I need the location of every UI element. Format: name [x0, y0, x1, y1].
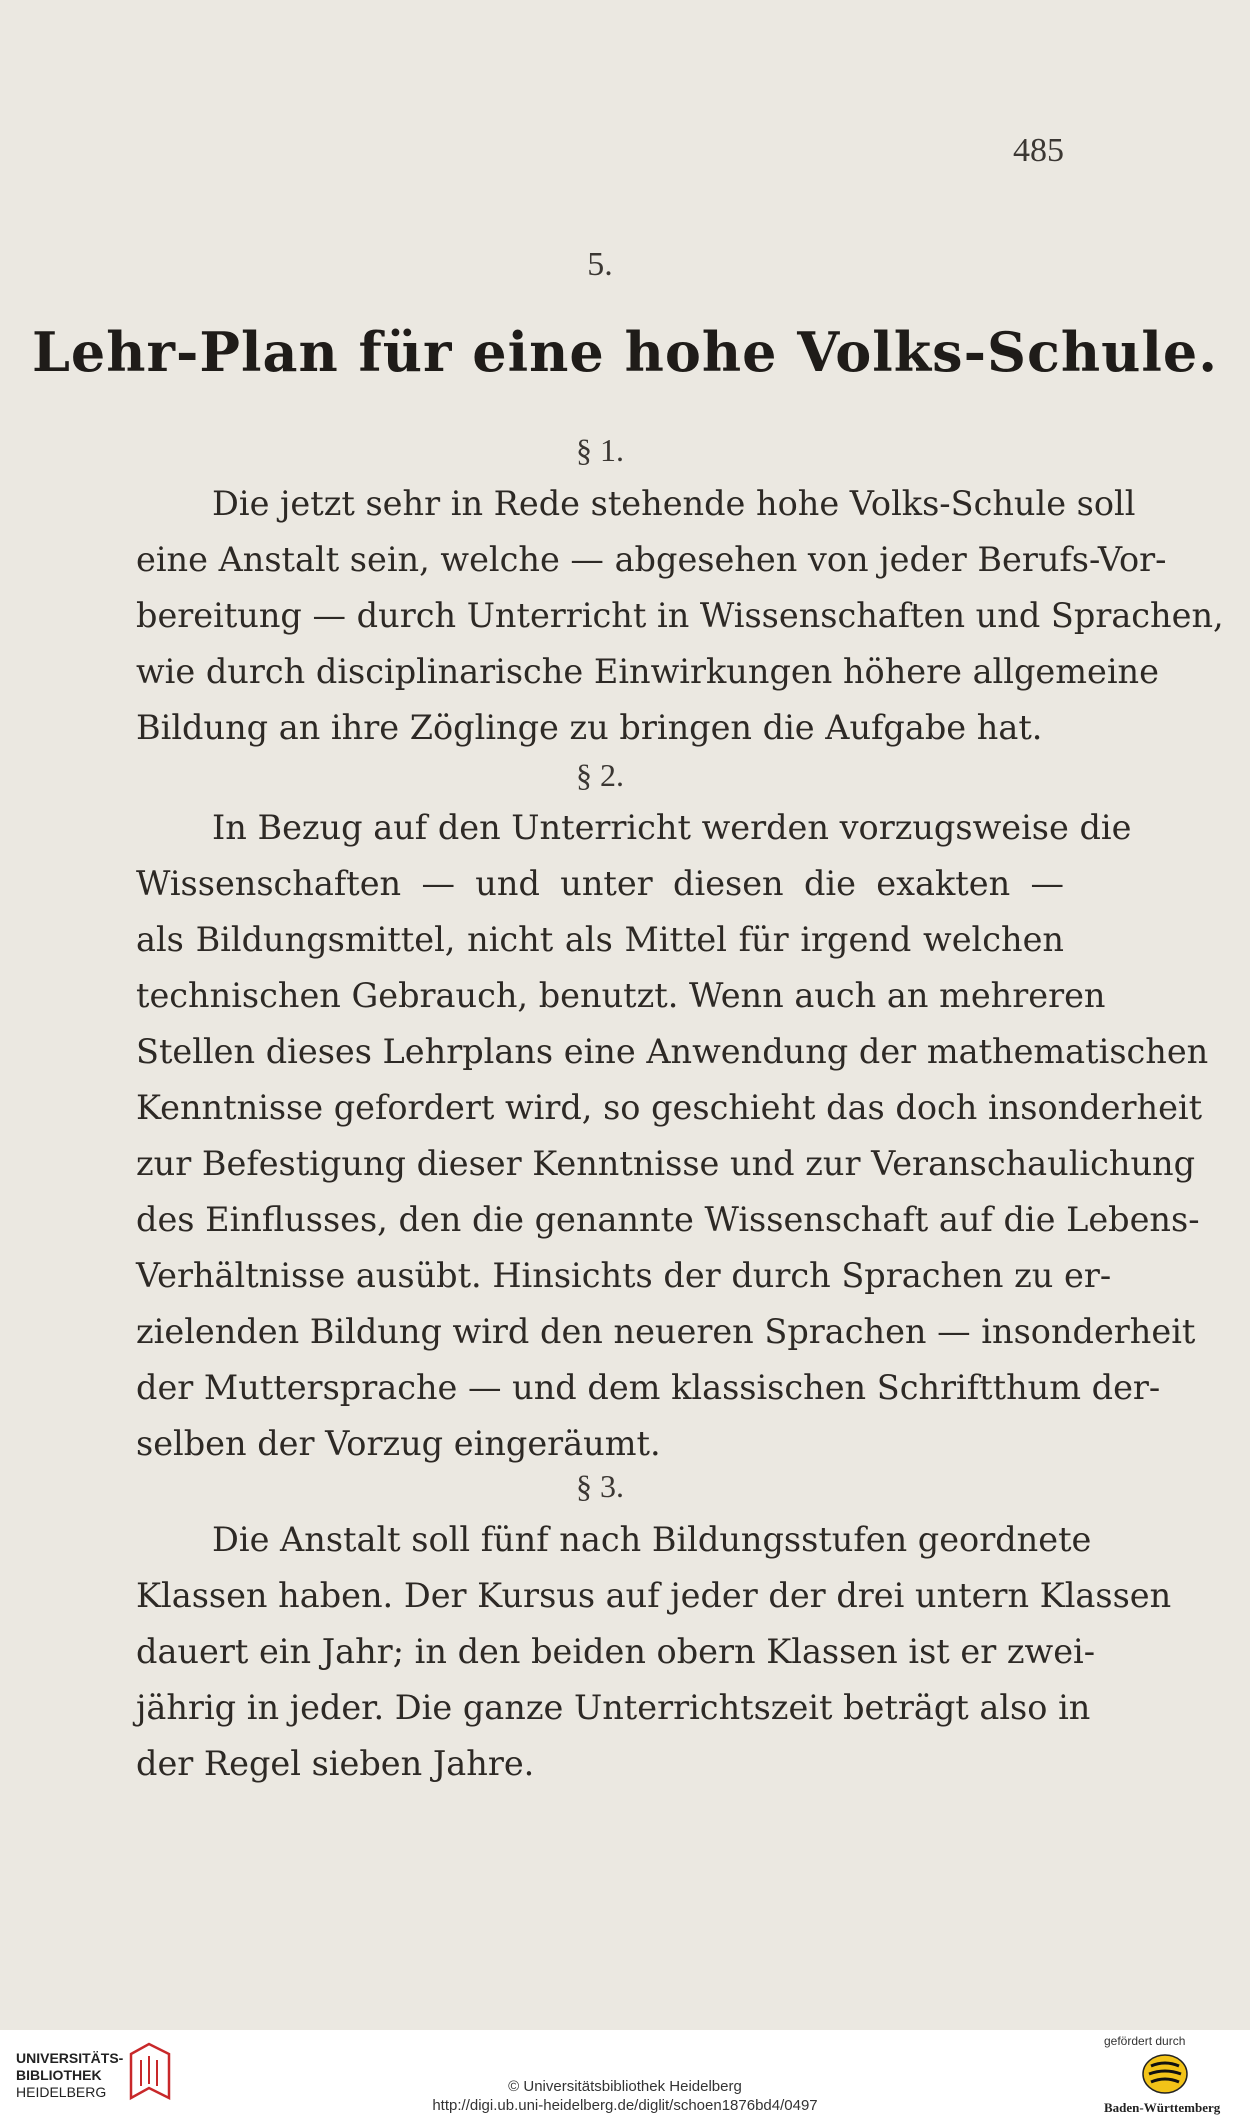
sponsor-label: gefördert durch	[1104, 2034, 1186, 2048]
text-line: eine Anstalt sein, welche — abgesehen von jeder Berufs-Vor-	[136, 540, 1167, 579]
text-line: dauert ein Jahr; in den beiden obern Klassen ist er zwei-	[136, 1632, 1096, 1671]
text-line: jährig in jeder. Die ganze Unterrichtszeit beträgt also in	[136, 1688, 1091, 1727]
text-line: Kenntnisse gefordert wird, so geschieht das doch insonderheit	[136, 1088, 1203, 1127]
text-line: zur Befestigung dieser Kenntnisse und zur Veranschaulichung	[136, 1144, 1196, 1183]
text-line: Bildung an ihre Zöglinge zu bringen die Aufgabe hat.	[136, 708, 1043, 747]
text-line: Die jetzt sehr in Rede stehende hohe Volks-Schule soll	[212, 484, 1136, 523]
text-line: Verhältnisse ausübt. Hinsichts der durch Sprachen zu er-	[136, 1256, 1112, 1295]
page-title: Lehr-Plan für eine hohe Volks-Schule.	[31, 320, 1219, 384]
text-line: selben der Vorzug eingeräumt.	[136, 1424, 661, 1463]
library-name-line2: BIBLIOTHEK	[16, 2067, 102, 2083]
text-line: als Bildungsmittel, nicht als Mittel für irgend welchen	[136, 920, 1064, 959]
paragraph-1	[136, 476, 1224, 756]
text-line: der Muttersprache — und dem klassischen Schriftthum der-	[136, 1368, 1161, 1407]
text-line: bereitung — durch Unterricht in Wissenschaften und Sprachen,	[136, 596, 1224, 635]
paragraph-3	[136, 1512, 1172, 1792]
text-line: technischen Gebrauch, benutzt. Wenn auch an mehreren	[136, 976, 1106, 1015]
state-emblem-icon	[1141, 2052, 1189, 2100]
section-mark-3: § 3.	[576, 1468, 624, 1504]
section-mark-2: § 2.	[576, 757, 624, 793]
text-line: Wissenschaften — und unter diesen die exakten —	[136, 864, 1064, 903]
text-line: Klassen haben. Der Kursus auf jeder der drei untern Klassen	[136, 1576, 1172, 1615]
copyright-text: © Universitätsbibliothek Heidelberg	[508, 2078, 742, 2095]
text-line: In Bezug auf den Unterricht werden vorzugsweise die	[212, 808, 1132, 847]
sponsor-name: Baden-Württemberg	[1104, 2100, 1221, 2115]
text-line: der Regel sieben Jahre.	[136, 1744, 535, 1783]
text-line: zielenden Bildung wird den neueren Sprachen — insonderheit	[136, 1312, 1196, 1351]
text-line: Die Anstalt soll fünf nach Bildungsstufen geordnete	[212, 1520, 1092, 1559]
page-number: 485	[1013, 132, 1064, 169]
chapter-number: 5.	[587, 246, 613, 283]
paragraph-2	[136, 800, 1209, 1472]
section-mark-1: § 1.	[576, 432, 624, 468]
library-name-line3: HEIDELBERG	[16, 2084, 107, 2100]
text-line: des Einflusses, den die genannte Wissenschaft auf die Lebens-	[136, 1200, 1200, 1239]
library-name-line1: UNIVERSITÄTS-	[16, 2050, 124, 2066]
text-line: wie durch disciplinarische Einwirkungen höhere allgemeine	[136, 652, 1159, 691]
source-url-link[interactable]: http://digi.ub.uni-heidelberg.de/diglit/schoen1876bd4/0497	[432, 2097, 818, 2114]
text-line: Stellen dieses Lehrplans eine Anwendung der mathematischen	[136, 1032, 1209, 1071]
